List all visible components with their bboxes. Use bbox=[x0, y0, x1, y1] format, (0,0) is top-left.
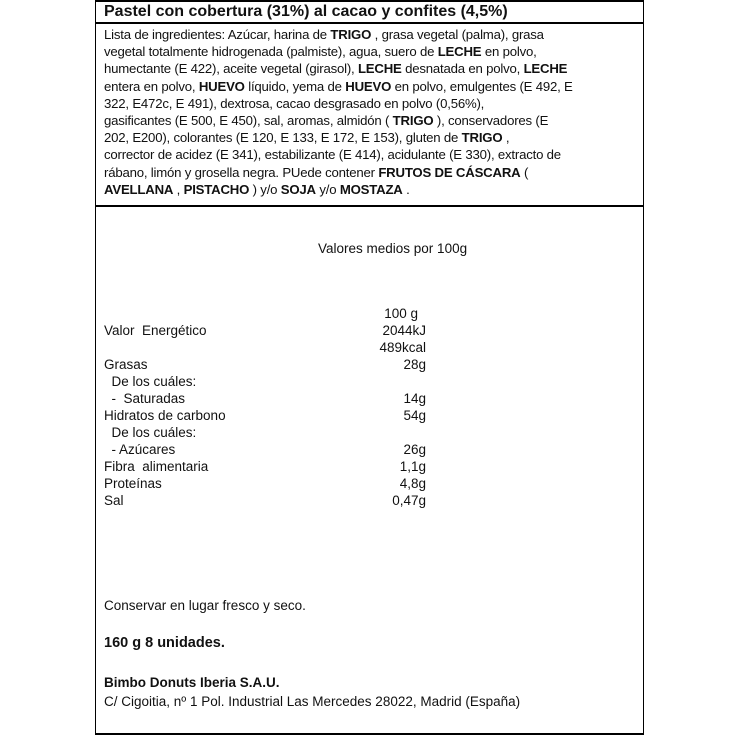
nutrition-row bbox=[104, 391, 426, 408]
ingredients-line bbox=[104, 60, 639, 77]
ingredients-line bbox=[104, 78, 639, 95]
nutrition-label: De los cuáles: bbox=[104, 374, 197, 389]
allergen-text: TRIGO bbox=[392, 113, 434, 129]
ingredients-line bbox=[104, 43, 639, 60]
nutrition-value: 54g bbox=[403, 408, 426, 423]
ingredient-text: humectante (E 422), aceite vegetal (girasol), bbox=[104, 61, 358, 77]
nutrition-value: 14g bbox=[403, 391, 426, 406]
top-border bbox=[96, 0, 643, 2]
ingredient-text: 322, E472c, E 491), dextrosa, cacao desgrasado en polvo (0,56%), bbox=[104, 95, 485, 111]
company-name: Bimbo Donuts Iberia S.A.U. bbox=[104, 675, 280, 690]
ingredient-text: y/o bbox=[315, 181, 340, 197]
allergen-text: LECHE bbox=[523, 61, 568, 77]
nutrition-value: 28g bbox=[403, 357, 426, 372]
ingredients-list bbox=[104, 26, 639, 198]
nutrition-label: Grasas bbox=[104, 357, 148, 372]
ingredient-text: . bbox=[402, 181, 410, 197]
ingredient-text: gasificantes (E 500, E 450), sal, aromas, almidón ( bbox=[104, 113, 393, 129]
nutrition-row bbox=[104, 442, 426, 459]
allergen-text: LECHE bbox=[437, 44, 482, 60]
ingredient-text: desnatada en polvo, bbox=[401, 61, 524, 77]
label-frame bbox=[95, 0, 644, 735]
nutrition-row bbox=[104, 459, 426, 476]
ingredients-divider bbox=[96, 205, 643, 207]
allergen-text: HUEVO bbox=[198, 78, 245, 94]
nutrition-header: Valores medios por 100g bbox=[318, 241, 468, 256]
ingredients-line bbox=[104, 129, 639, 146]
nutrition-row bbox=[104, 340, 426, 357]
ingredient-text: ) y/o bbox=[249, 181, 281, 197]
allergen-text: PISTACHO bbox=[183, 181, 250, 197]
ingredient-text: en polvo, emulgentes (E 492, E bbox=[391, 78, 573, 94]
nutrition-column-header: 100 g bbox=[384, 306, 418, 321]
ingredients-line bbox=[104, 26, 639, 43]
ingredient-text: entera en polvo, bbox=[104, 78, 199, 94]
ingredient-text: rábano, limón y grosella negra. PUede contener bbox=[104, 164, 379, 180]
nutrition-row bbox=[104, 408, 426, 425]
allergen-text: SOJA bbox=[280, 181, 316, 197]
nutrition-row bbox=[104, 476, 426, 493]
ingredient-text: corrector de acidez (E 341), estabilizante (E 414), acidulante (E 330), extracto de bbox=[104, 147, 561, 163]
storage-instructions: Conservar en lugar fresco y seco. bbox=[104, 598, 306, 613]
ingredients-line bbox=[104, 164, 639, 181]
ingredient-text: , bbox=[173, 181, 184, 197]
ingredient-text: ), conservadores (E bbox=[433, 113, 549, 129]
nutrition-label: Valor Energético bbox=[104, 323, 207, 338]
nutrition-row bbox=[104, 425, 426, 442]
allergen-text: FRUTOS DE CÁSCARA bbox=[378, 164, 521, 180]
ingredient-text: 202, E200), colorantes (E 120, E 133, E 172, E 153), gluten de bbox=[104, 130, 462, 146]
nutrition-label: - Saturadas bbox=[104, 391, 186, 406]
nutrition-value: 1,1g bbox=[399, 459, 426, 474]
nutrition-row bbox=[104, 357, 426, 374]
product-title: Pastel con cobertura (31%) al cacao y confites (4,5%) bbox=[104, 3, 508, 20]
company-address: C/ Cigoitia, nº 1 Pol. Industrial Las Mercedes 28022, Madrid (España) bbox=[104, 694, 521, 709]
ingredient-text: en polvo, bbox=[481, 44, 537, 60]
ingredient-text: ( bbox=[520, 164, 529, 180]
nutrition-value: 489kcal bbox=[379, 340, 426, 355]
bottom-border bbox=[96, 733, 643, 735]
net-quantity: 160 g 8 unidades. bbox=[104, 635, 225, 651]
nutrition-value: 26g bbox=[403, 442, 426, 457]
allergen-text: AVELLANA bbox=[104, 181, 174, 197]
allergen-text: MOSTAZA bbox=[339, 181, 403, 197]
nutrition-label: Fibra alimentaria bbox=[104, 459, 209, 474]
ingredients-line bbox=[104, 112, 639, 129]
ingredient-text: , grasa vegetal (palma), grasa bbox=[371, 27, 544, 42]
nutrition-label: Hidratos de carbono bbox=[104, 408, 226, 423]
nutrition-row bbox=[104, 374, 426, 391]
allergen-text: TRIGO bbox=[330, 27, 372, 42]
ingredients-line bbox=[104, 181, 639, 198]
nutrition-value: 4,8g bbox=[399, 476, 426, 491]
nutrition-label: - Azúcares bbox=[104, 442, 176, 457]
nutrition-label: Sal bbox=[104, 493, 124, 508]
ingredient-text: líquido, yema de bbox=[244, 78, 346, 94]
nutrition-row bbox=[104, 493, 426, 510]
ingredients-line bbox=[104, 95, 639, 112]
ingredients-line bbox=[104, 146, 639, 163]
ingredient-text: Lista de ingredientes: Azúcar, harina de bbox=[104, 27, 331, 42]
allergen-text: LECHE bbox=[357, 61, 402, 77]
allergen-text: HUEVO bbox=[345, 78, 392, 94]
allergen-text: TRIGO bbox=[461, 130, 503, 146]
nutrition-row bbox=[104, 323, 426, 340]
nutrition-value: 2044kJ bbox=[382, 323, 426, 338]
nutrition-label: Proteínas bbox=[104, 476, 162, 491]
nutrition-label: De los cuáles: bbox=[104, 425, 197, 440]
ingredient-text: vegetal totalmente hidrogenada (palmiste), agua, suero de bbox=[104, 44, 438, 60]
nutrition-value: 0,47g bbox=[392, 493, 426, 508]
title-divider bbox=[96, 22, 643, 24]
ingredient-text: , bbox=[502, 130, 510, 146]
